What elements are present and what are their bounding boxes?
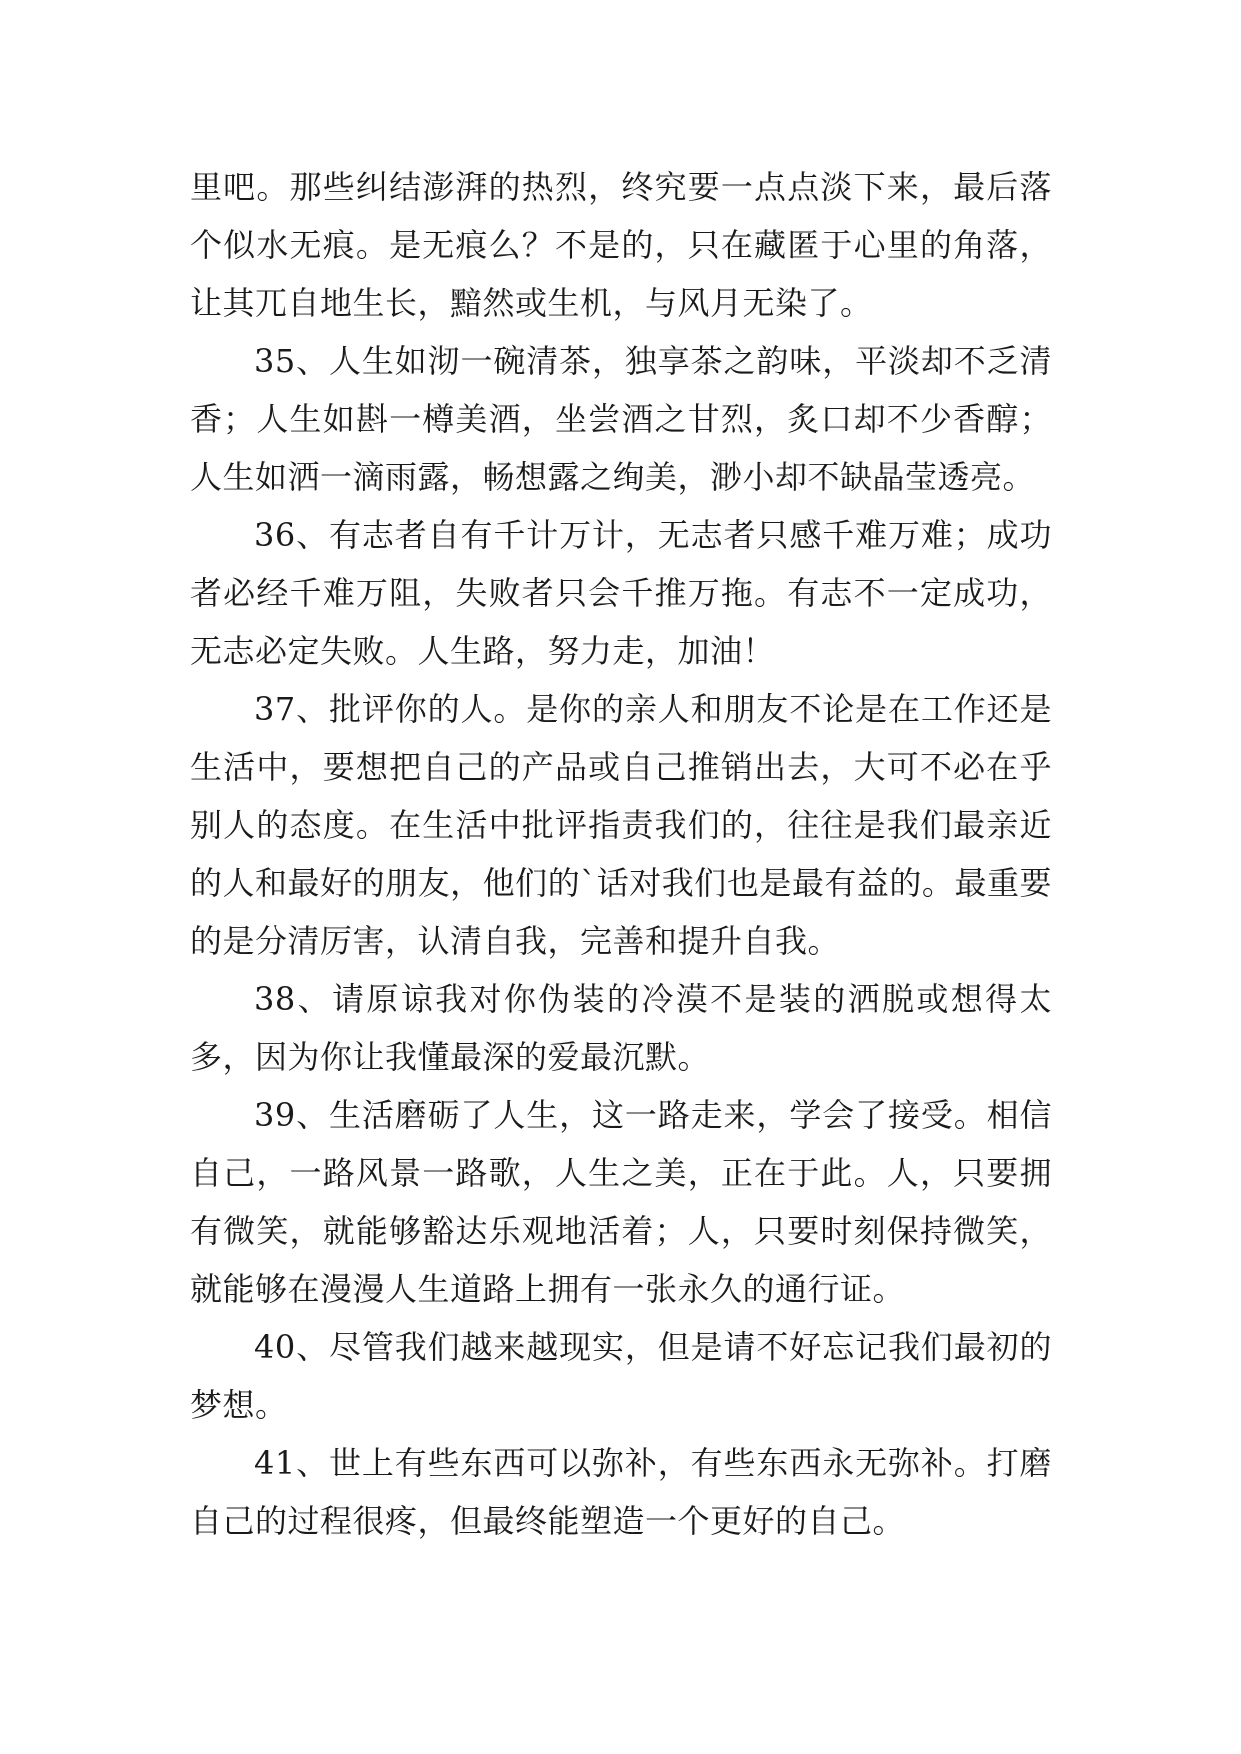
- paragraph-41: 41、世上有些东西可以弥补，有些东西永无弥补。打磨自己的过程很疼，但最终能塑造一个更好的自己。: [190, 1444, 1052, 1540]
- paragraph-40: 40、尽管我们越来越现实，但是请不好忘记我们最初的梦想。: [190, 1328, 1052, 1424]
- paragraph-37: 37、批评你的人。是你的亲人和朋友不论是在工作还是生活中，要想把自己的产品或自己推销出去，大可不必在乎别人的态度。在生活中批评指责我们的，往往是我们最亲近的人和最好的朋友，他们的`话对我们也是最有益的。最重要的是分清厉害，认清自我，完善和提升自我。: [190, 690, 1052, 960]
- paragraph-39: 39、生活磨砺了人生，这一路走来，学会了接受。相信自己，一路风景一路歌，人生之美，正在于此。人，只要拥有微笑，就能够豁达乐观地活着；人，只要时刻保持微笑，就能够在漫漫人生道路上拥有一张永久的通行证。: [190, 1096, 1052, 1308]
- paragraph-continued: 里吧。那些纠结澎湃的热烈，终究要一点点淡下来，最后落个似水无痕。是无痕么？不是的，只在藏匿于心里的角落，让其兀自地生长，黯然或生机，与风月无染了。: [190, 168, 1052, 322]
- document-body: [190, 158, 1052, 1550]
- paragraph-38: 38、请原谅我对你伪装的冷漠不是装的洒脱或想得太多，因为你让我懂最深的爱最沉默。: [190, 980, 1052, 1076]
- paragraph-35: 35、人生如沏一碗清茶，独享茶之韵味，平淡却不乏清香；人生如斟一樽美酒，坐尝酒之甘烈，炙口却不少香醇；人生如洒一滴雨露，畅想露之绚美，渺小却不缺晶莹透亮。: [190, 342, 1052, 496]
- paragraph-36: 36、有志者自有千计万计，无志者只感千难万难；成功者必经千难万阻，失败者只会千推万拖。有志不一定成功，无志必定失败。人生路，努力走，加油！: [190, 516, 1052, 670]
